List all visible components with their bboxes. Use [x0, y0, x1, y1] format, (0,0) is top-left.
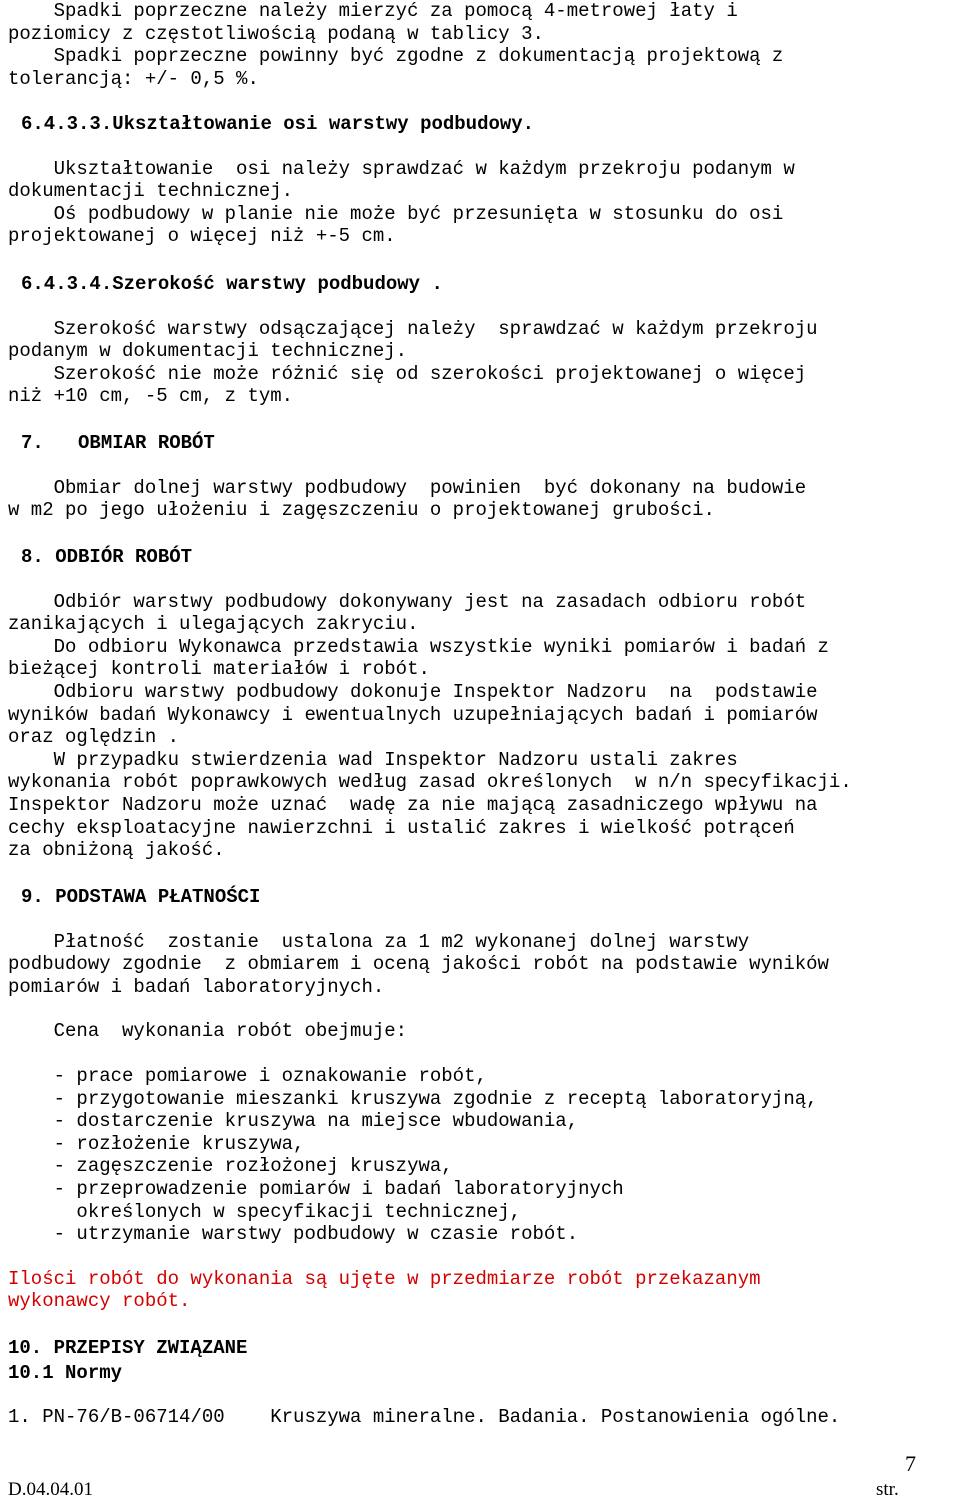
paragraph-line: Oś podbudowy w planie nie może być przesunięta w stosunku do osi	[8, 202, 784, 225]
norm-item: 1. PN-76/B-06714/00 Kruszywa mineralne. Badania. Postanowienia ogólne.	[8, 1406, 841, 1429]
paragraph-line: wyników badań Wykonawcy i ewentualnych uzupełniających badań i pomiarów	[8, 703, 818, 726]
section-7	[8, 432, 952, 522]
paragraph-line: cechy eksploatacyjne nawierzchni i ustalić zakres i wielkość potrąceń	[8, 816, 795, 839]
paragraph-line: projektowanej o więcej niż +-5 cm.	[8, 225, 396, 248]
section-heading: 7. OBMIAR ROBÓT	[21, 432, 215, 454]
page-label: str.	[876, 1479, 899, 1500]
section-6-4-3-2-tail	[8, 0, 952, 90]
paragraph-line: za obniżoną jakość.	[8, 839, 225, 862]
list-item: - zagęszczenie rozłożonej kruszywa,	[8, 1155, 453, 1178]
paragraph-line: Inspektor Nadzoru może uznać wadę za nie mającą zasadniczego wpływu na	[8, 793, 818, 816]
section-10	[8, 1337, 952, 1429]
quantity-note: wykonawcy robót.	[8, 1290, 191, 1313]
paragraph-line: Spadki poprzeczne należy mierzyć za pomocą 4-metrowej łaty i	[8, 0, 738, 22]
paragraph-line: W przypadku stwierdzenia wad Inspektor Nadzoru ustali zakres	[8, 748, 738, 771]
list-item: - przygotowanie mieszanki kruszywa zgodnie z receptą laboratoryjną,	[8, 1087, 818, 1110]
paragraph-line: oraz oględzin .	[8, 726, 180, 749]
section-heading: 9. PODSTAWA PŁATNOŚCI	[21, 886, 261, 908]
paragraph-line: Ukształtowanie osi należy sprawdzać w każdym przekroju podanym w	[8, 157, 795, 180]
paragraph-line: Spadki poprzeczne powinny być zgodne z dokumentacją projektową z	[8, 45, 784, 68]
cena-intro: Cena wykonania robót obejmuje:	[8, 1020, 408, 1043]
paragraph-line: podbudowy zgodnie z obmiarem i oceną jakości robót na podstawie wyników	[8, 953, 829, 976]
section-heading: 10. PRZEPISY ZWIĄZANE	[8, 1337, 248, 1359]
paragraph-line: Szerokość nie może różnić się od szerokości projektowanej o więcej	[8, 362, 807, 385]
paragraph-line: Do odbioru Wykonawca przedstawia wszystkie wyniki pomiarów i badań z	[8, 635, 829, 658]
subsection-heading: 10.1 Normy	[8, 1361, 123, 1384]
paragraph-line: w m2 po jego ułożeniu i zagęszczeniu o projektowanej grubości.	[8, 499, 715, 522]
paragraph-line: Odbioru warstwy podbudowy dokonuje Inspektor Nadzoru na podstawie	[8, 680, 818, 703]
section-heading: 6.4.3.3.Ukształtowanie osi warstwy podbudowy.	[21, 113, 535, 135]
section-9	[8, 886, 952, 1313]
section-6-4-3-4	[8, 273, 952, 408]
document-code: D.04.04.01	[8, 1479, 93, 1500]
list-item: - prace pomiarowe i oznakowanie robót,	[8, 1064, 487, 1087]
paragraph-line: niż +10 cm, -5 cm, z tym.	[8, 385, 294, 408]
section-6-4-3-3	[8, 113, 952, 248]
paragraph-line: poziomicy z częstotliwością podaną w tablicy 3.	[8, 22, 544, 45]
paragraph-line: Odbiór warstwy podbudowy dokonywany jest na zasadach odbioru robót	[8, 590, 807, 613]
list-item: - rozłożenie kruszywa,	[8, 1132, 305, 1155]
section-8	[8, 546, 952, 862]
list-item: - przeprowadzenie pomiarów i badań laboratoryjnych	[8, 1177, 624, 1200]
quantity-note: Ilości robót do wykonania są ujęte w przedmiarze robót przekazanym	[8, 1267, 761, 1290]
paragraph-line: tolerancją: +/- 0,5 %.	[8, 67, 259, 90]
list-item: - utrzymanie warstwy podbudowy w czasie robót.	[8, 1223, 579, 1246]
paragraph-line: Obmiar dolnej warstwy podbudowy powinien być dokonany na budowie	[8, 476, 807, 499]
paragraph-line: pomiarów i badań laboratoryjnych.	[8, 975, 385, 998]
section-heading: 8. ODBIÓR ROBÓT	[21, 546, 193, 568]
list-item: określonych w specyfikacji technicznej,	[8, 1200, 522, 1223]
list-item: - dostarczenie kruszywa na miejsce wbudowania,	[8, 1110, 579, 1133]
paragraph-line: zanikających i ulegających zakryciu.	[8, 613, 419, 636]
page-number: 7	[905, 1451, 916, 1476]
paragraph-line: wykonania robót poprawkowych według zasad określonych w n/n specyfikacji.	[8, 771, 852, 794]
paragraph-line: Płatność zostanie ustalona za 1 m2 wykonanej dolnej warstwy	[8, 930, 750, 953]
section-heading: 6.4.3.4.Szerokość warstwy podbudowy .	[21, 273, 443, 295]
paragraph-line: dokumentacji technicznej.	[8, 180, 294, 203]
paragraph-line: Szerokość warstwy odsączającej należy sprawdzać w każdym przekroju	[8, 317, 818, 340]
paragraph-line: podanym w dokumentacji technicznej.	[8, 340, 408, 363]
paragraph-line: bieżącej kontroli materiałów i robót.	[8, 658, 430, 681]
